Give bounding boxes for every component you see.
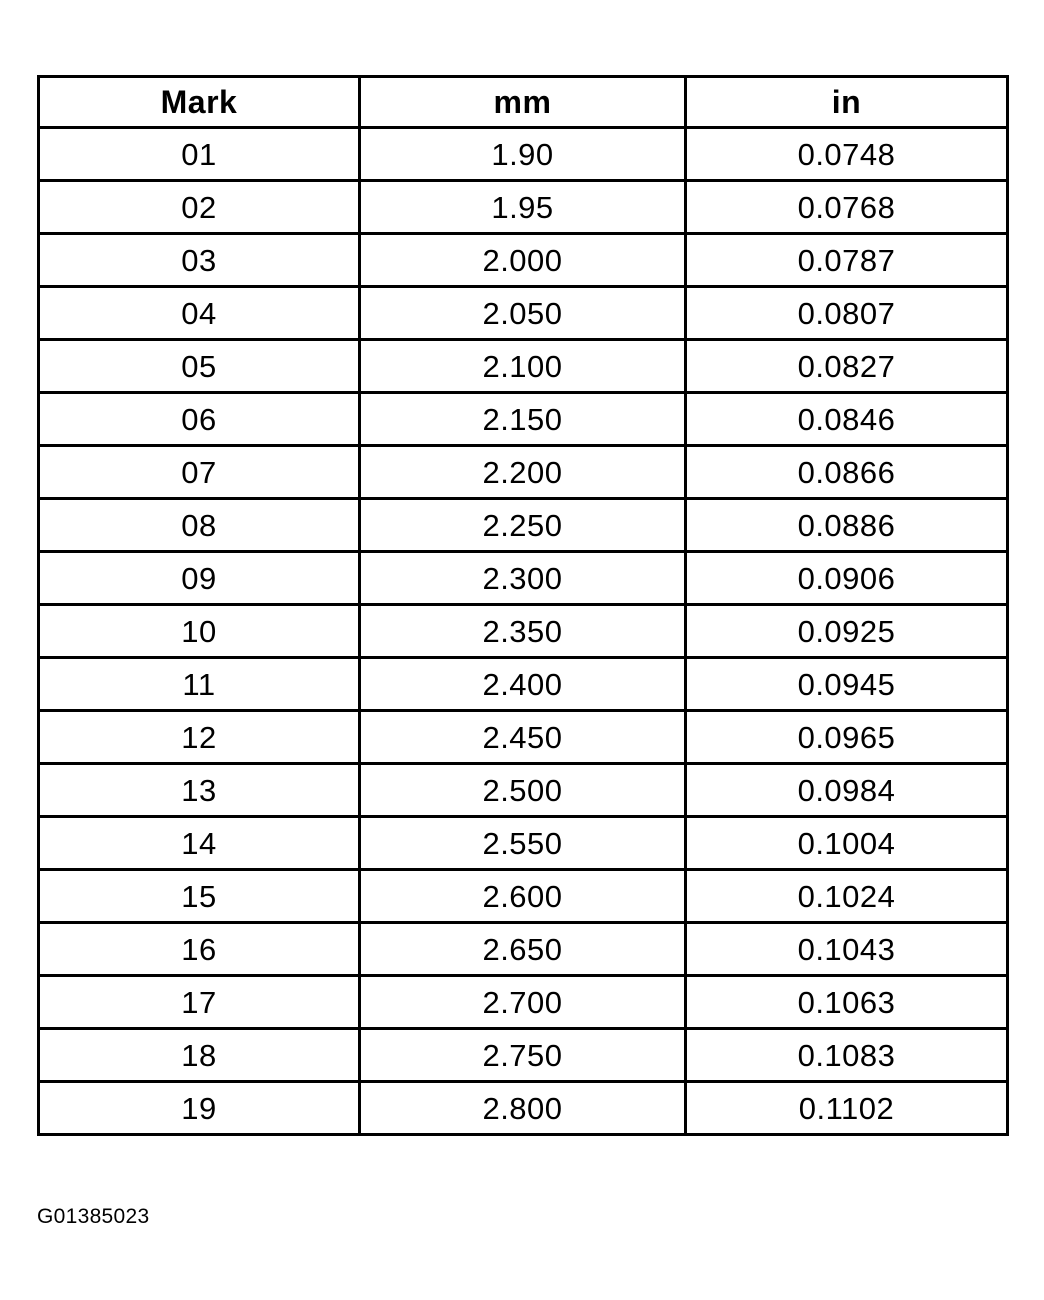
cell-mark: 07: [39, 446, 360, 499]
cell-in: 0.1024: [686, 870, 1008, 923]
cell-in: 0.0886: [686, 499, 1008, 552]
table-row: [39, 340, 1008, 393]
cell-mark: 11: [39, 658, 360, 711]
cell-in: 0.0846: [686, 393, 1008, 446]
cell-mark: 03: [39, 234, 360, 287]
cell-mm: 2.000: [360, 234, 686, 287]
cell-mm: 2.150: [360, 393, 686, 446]
table-row: [39, 287, 1008, 340]
cell-mark: 05: [39, 340, 360, 393]
cell-in: 0.0965: [686, 711, 1008, 764]
cell-in: 0.0748: [686, 128, 1008, 181]
header-mark: Mark: [39, 77, 360, 128]
cell-mark: 18: [39, 1029, 360, 1082]
cell-mm: 1.90: [360, 128, 686, 181]
table-row: [39, 552, 1008, 605]
cell-mm: 2.550: [360, 817, 686, 870]
cell-mm: 2.300: [360, 552, 686, 605]
table-row: [39, 817, 1008, 870]
cell-mark: 04: [39, 287, 360, 340]
table-row: [39, 1029, 1008, 1082]
figure-code: G01385023: [37, 1205, 150, 1228]
table-row: [39, 1082, 1008, 1135]
cell-in: 0.1102: [686, 1082, 1008, 1135]
table-row: [39, 499, 1008, 552]
cell-mm: 2.800: [360, 1082, 686, 1135]
cell-mm: 2.100: [360, 340, 686, 393]
table-row: [39, 764, 1008, 817]
cell-mark: 17: [39, 976, 360, 1029]
table-row: [39, 658, 1008, 711]
cell-in: 0.1004: [686, 817, 1008, 870]
cell-mark: 14: [39, 817, 360, 870]
cell-mm: 2.350: [360, 605, 686, 658]
cell-mark: 02: [39, 181, 360, 234]
cell-in: 0.0945: [686, 658, 1008, 711]
table-row: [39, 181, 1008, 234]
table-row: [39, 870, 1008, 923]
cell-mark: 01: [39, 128, 360, 181]
cell-mm: 2.400: [360, 658, 686, 711]
cell-mm: 2.500: [360, 764, 686, 817]
cell-in: 0.1063: [686, 976, 1008, 1029]
cell-in: 0.0866: [686, 446, 1008, 499]
cell-mark: 15: [39, 870, 360, 923]
cell-in: 0.1043: [686, 923, 1008, 976]
header-in: in: [686, 77, 1008, 128]
cell-mark: 19: [39, 1082, 360, 1135]
cell-mark: 16: [39, 923, 360, 976]
cell-in: 0.0807: [686, 287, 1008, 340]
cell-mm: 2.450: [360, 711, 686, 764]
header-row: [39, 77, 1008, 128]
table-row: [39, 976, 1008, 1029]
cell-mm: 2.750: [360, 1029, 686, 1082]
cell-mark: 13: [39, 764, 360, 817]
table-body: [39, 128, 1008, 1135]
cell-mark: 06: [39, 393, 360, 446]
cell-in: 0.0787: [686, 234, 1008, 287]
shim-thickness-table: [37, 75, 1009, 1136]
table-row: [39, 393, 1008, 446]
cell-mm: 2.650: [360, 923, 686, 976]
cell-in: 0.0768: [686, 181, 1008, 234]
cell-mm: 1.95: [360, 181, 686, 234]
cell-mark: 08: [39, 499, 360, 552]
cell-mark: 10: [39, 605, 360, 658]
header-mm: mm: [360, 77, 686, 128]
cell-mm: 2.700: [360, 976, 686, 1029]
table-row: [39, 711, 1008, 764]
table-row: [39, 128, 1008, 181]
cell-mm: 2.200: [360, 446, 686, 499]
table-row: [39, 923, 1008, 976]
cell-mark: 09: [39, 552, 360, 605]
cell-mm: 2.600: [360, 870, 686, 923]
cell-in: 0.1083: [686, 1029, 1008, 1082]
cell-mm: 2.050: [360, 287, 686, 340]
table-row: [39, 605, 1008, 658]
table-header: [39, 77, 1008, 128]
cell-in: 0.0984: [686, 764, 1008, 817]
table-row: [39, 234, 1008, 287]
cell-mark: 12: [39, 711, 360, 764]
cell-in: 0.0827: [686, 340, 1008, 393]
table-row: [39, 446, 1008, 499]
cell-mm: 2.250: [360, 499, 686, 552]
cell-in: 0.0925: [686, 605, 1008, 658]
cell-in: 0.0906: [686, 552, 1008, 605]
